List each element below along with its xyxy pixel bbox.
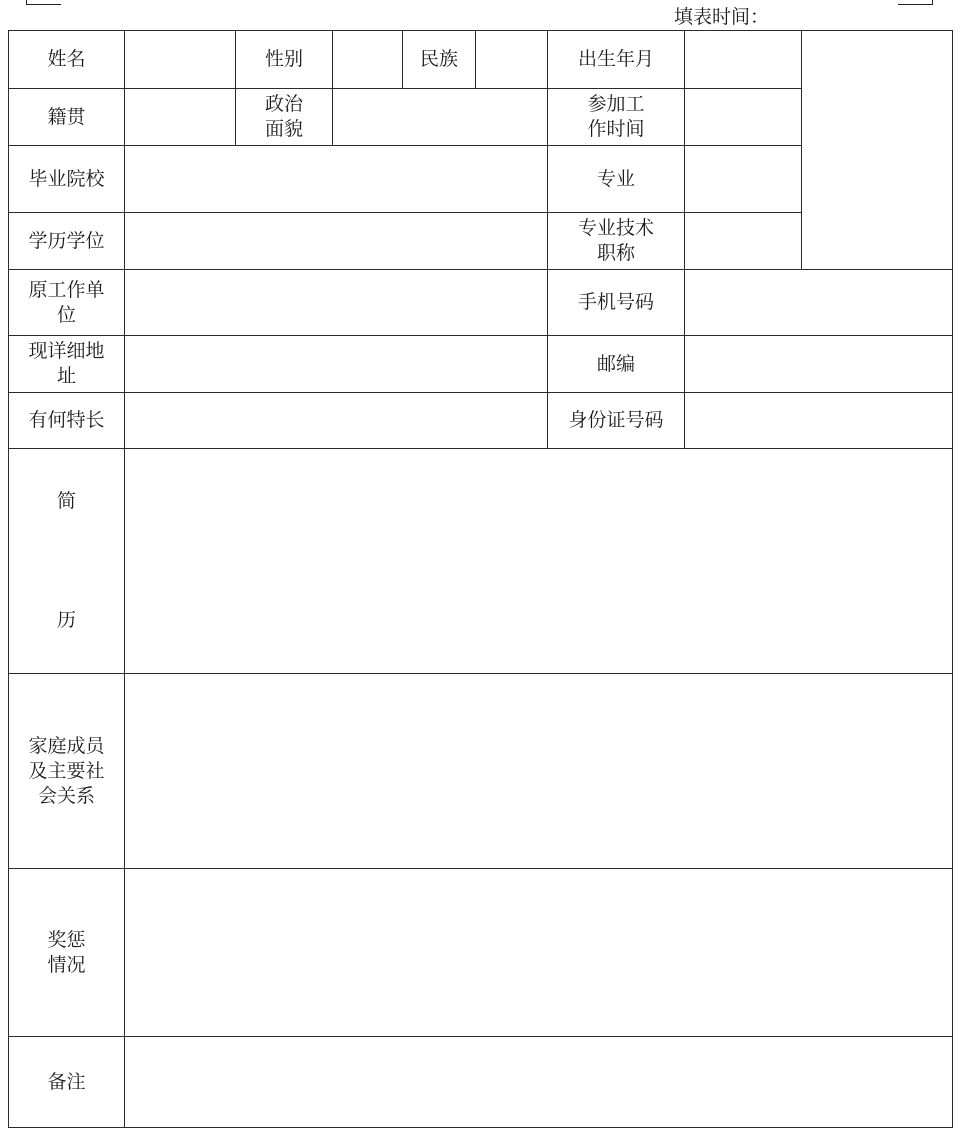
name-label: 姓名 — [9, 31, 125, 89]
photo-cell[interactable] — [802, 31, 953, 270]
education-degree-input-cell[interactable] — [125, 213, 548, 270]
gender-label: 性别 — [236, 31, 333, 89]
resume-label — [9, 449, 125, 674]
fill-date-label: 填表时间： — [674, 6, 770, 28]
current-address-label: 现详细地 址 — [9, 336, 125, 393]
professional-title-label: 专业技术 职称 — [548, 213, 685, 270]
resume-label-bottom: 历 — [56, 609, 76, 631]
specialty-input-cell[interactable] — [125, 393, 548, 449]
rewards-label: 奖惩 情况 — [9, 869, 125, 1037]
native-place-input-cell[interactable] — [125, 89, 236, 146]
former-employer-input-cell[interactable] — [125, 270, 548, 336]
id-number-input-cell[interactable] — [685, 393, 953, 449]
work-start-date-label: 参加工 作时间 — [548, 89, 685, 146]
mobile-label: 手机号码 — [548, 270, 685, 336]
specialty-label: 有何特长 — [9, 393, 125, 449]
family-relations-input-cell[interactable] — [125, 674, 953, 869]
birth-date-input-cell[interactable] — [685, 31, 802, 89]
major-label: 专业 — [548, 146, 685, 213]
crop-mark-right — [898, 0, 933, 5]
native-place-label: 籍贯 — [9, 89, 125, 146]
remarks-input-cell[interactable] — [125, 1037, 953, 1128]
ethnicity-input-cell[interactable] — [476, 31, 548, 89]
birth-date-label: 出生年月 — [548, 31, 685, 89]
name-input-cell[interactable] — [125, 31, 236, 89]
registration-form-table — [8, 30, 953, 1128]
gender-input-cell[interactable] — [333, 31, 403, 89]
resume-label-top: 简 — [56, 490, 76, 512]
major-input-cell[interactable] — [685, 146, 802, 213]
graduated-school-label: 毕业院校 — [9, 146, 125, 213]
crop-mark-left — [26, 0, 61, 5]
postcode-input-cell[interactable] — [685, 336, 953, 393]
work-start-date-input-cell[interactable] — [685, 89, 802, 146]
mobile-input-cell[interactable] — [685, 270, 953, 336]
postcode-label: 邮编 — [548, 336, 685, 393]
resume-input-cell[interactable] — [125, 449, 953, 674]
former-employer-label: 原工作单 位 — [9, 270, 125, 336]
remarks-label: 备注 — [9, 1037, 125, 1128]
political-status-label: 政治 面貌 — [236, 89, 333, 146]
graduated-school-input-cell[interactable] — [125, 146, 548, 213]
current-address-input-cell[interactable] — [125, 336, 548, 393]
political-status-input-cell[interactable] — [333, 89, 548, 146]
education-degree-label: 学历学位 — [9, 213, 125, 270]
rewards-input-cell[interactable] — [125, 869, 953, 1037]
id-number-label: 身份证号码 — [548, 393, 685, 449]
ethnicity-label: 民族 — [403, 31, 476, 89]
family-relations-label: 家庭成员 及主要社 会关系 — [9, 674, 125, 869]
professional-title-input-cell[interactable] — [685, 213, 802, 270]
